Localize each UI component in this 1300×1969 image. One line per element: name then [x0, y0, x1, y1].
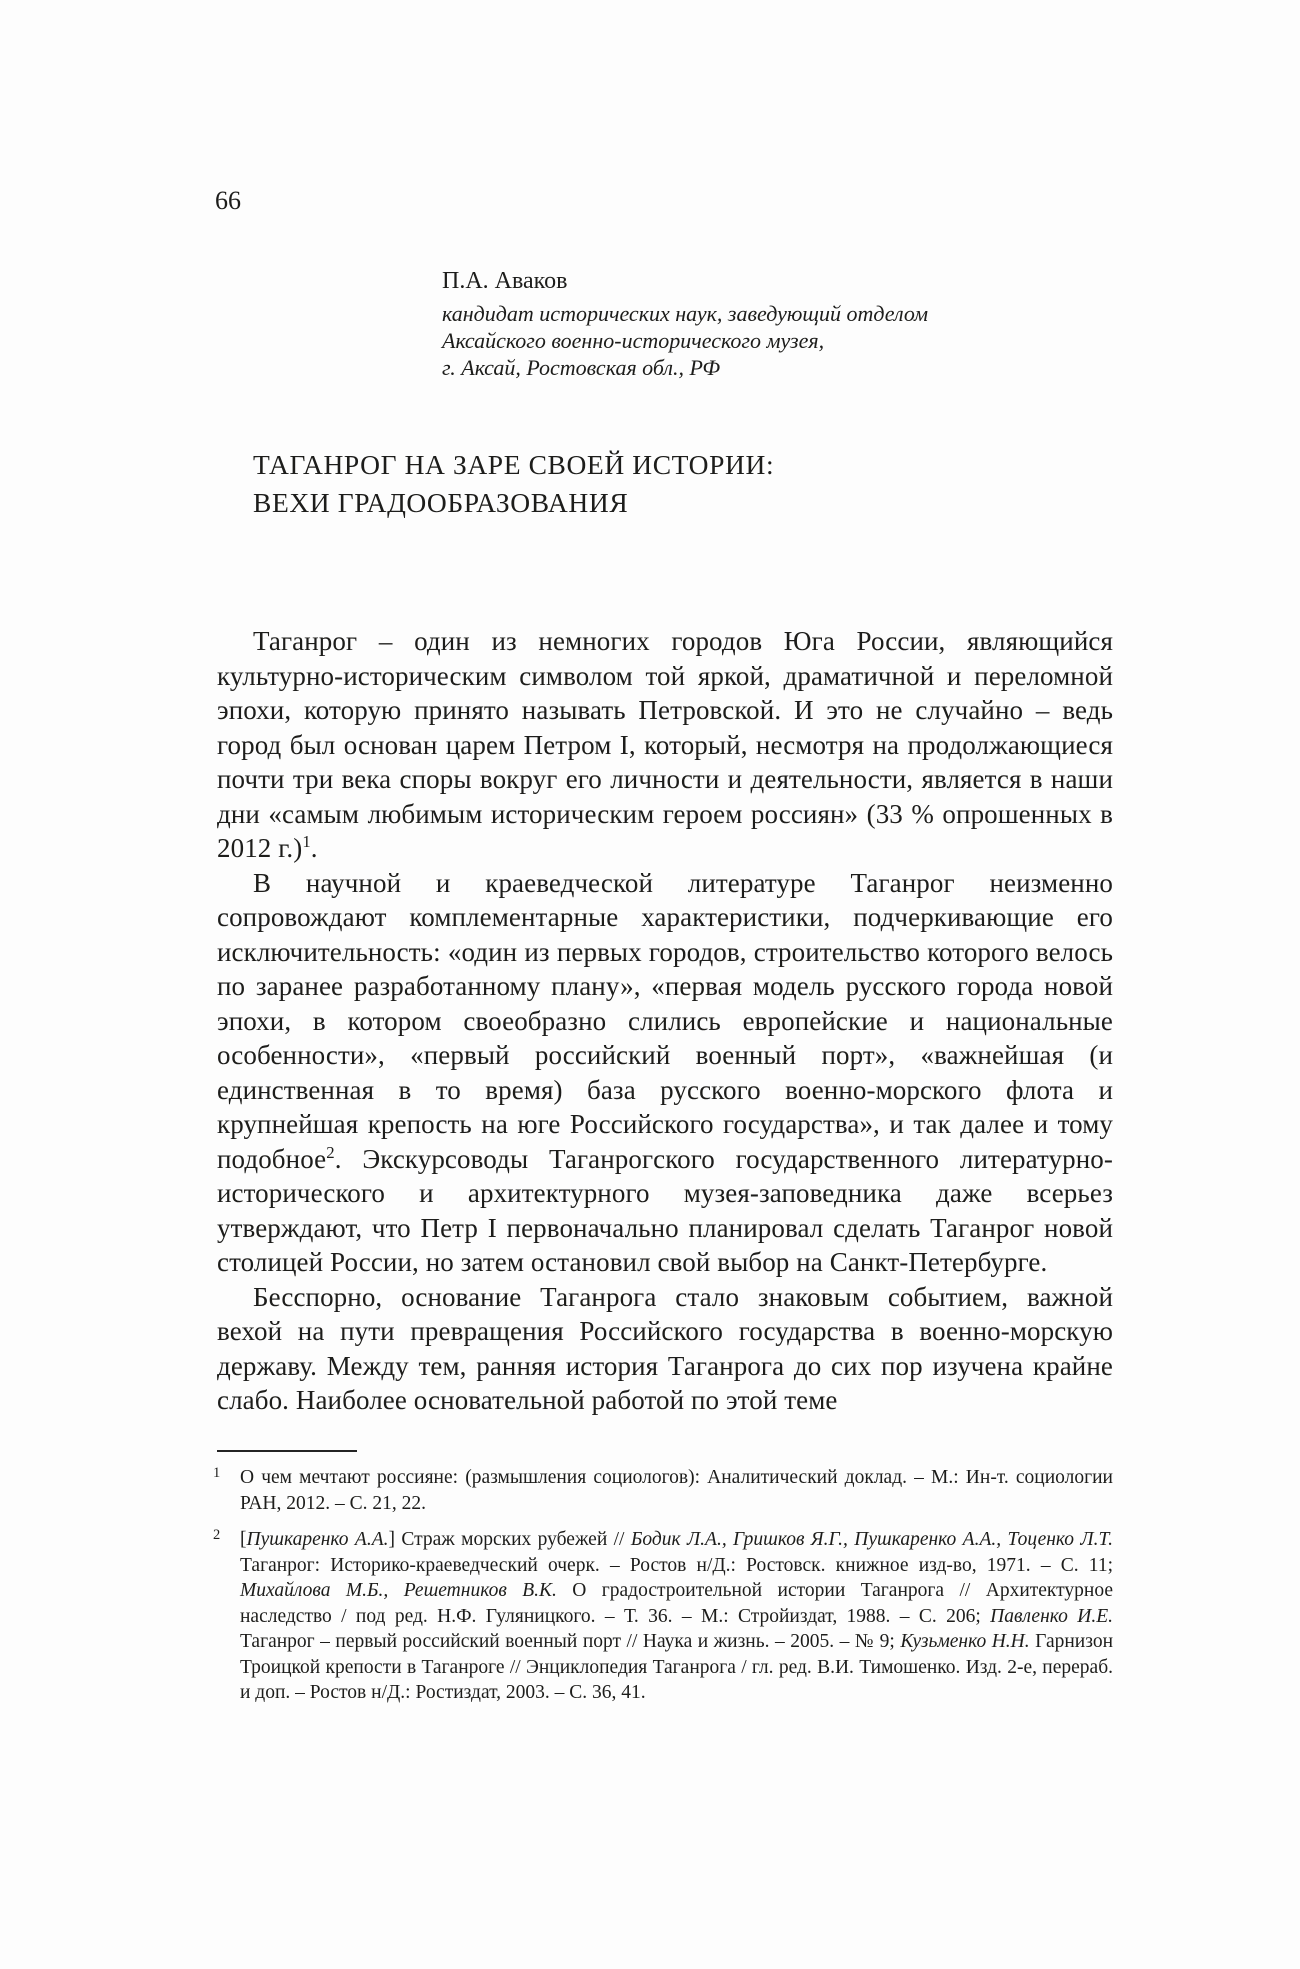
footnote-2-authors-5: Михайлова М.Б., Решетников В.К.: [240, 1580, 557, 1601]
paragraph-1-text: Таганрог – один из немногих городов Юга России, являющийся культурно-историческим символом той яркой, драматичной и переломной эпохи, которую принято называть Петровской. И это не случайно – ведь город был основан царем Петром I, который, несмотря на продолжающиеся почти три века споры вокруг его личности и деятельности, является в наши дни «самым любимым историческим героем россиян» (33 % опрошенных в 2012 г.): [217, 626, 1113, 863]
footnote-ref-1: 1: [302, 832, 311, 851]
footnote-1-marker: 1: [213, 1465, 221, 1481]
paragraph-3-text: Бесспорно, основание Таганрога стало знаковым событием, важной вехой на пути превращения Российского государства в военно-морскую державу. Между тем, ранняя история Таганрога до сих пор изучена крайне слабо. Наиболее основательной работой по этой теме: [217, 1281, 1113, 1415]
paragraph-3: [217, 1280, 1113, 1418]
footnote-1-text: О чем мечтают россияне: (размышления социологов): Аналитический доклад. – М.: Ин-т. социологии РАН, 2012. – С. 21, 22.: [240, 1467, 1113, 1514]
footnote-ref-2: 2: [326, 1142, 335, 1162]
paragraph-1: [217, 624, 1113, 866]
paragraph-1-text-end: .: [310, 833, 318, 863]
footnote-2-text-0: [: [240, 1529, 247, 1550]
article-title: [253, 446, 1073, 522]
title-line-2: ВЕХИ ГРАДООБРАЗОВАНИЯ: [253, 487, 629, 518]
footnote-2-text-6: О градостроительной истории Таганрога // Архитектурное наследство / под ред. Н.Ф. Гуляницкого. – Т. 36. – М.: Стройиздат, 1988. – С. 206;: [240, 1580, 1113, 1627]
author-name: П.А. Аваков: [442, 268, 568, 294]
footnote-2-authors-3: Бодик Л.А., Гришков Я.Г., Пушкаренко А.А., Тоценко Л.Т.: [630, 1529, 1114, 1550]
title-line-1: ТАГАНРОГ НА ЗАРЕ СВОЕЙ ИСТОРИИ:: [253, 449, 775, 480]
footnote-2-marker: 2: [213, 1527, 221, 1543]
author-affiliation-line-3: г. Аксай, Ростовская обл., РФ: [442, 355, 721, 380]
footnotes-section: [213, 1450, 1114, 1717]
paragraph-2-text-end: . Экскурсоводы Таганрогского государственного литературно-исторического и архитектурного музея-заповедника даже всерьез утверждают, что Петр I первоначально планировал сделать Таганрог новой столицей России, но затем остановил свой выбор на Санкт-Петербурге.: [217, 1143, 1113, 1277]
footnote-2-text-10: Гарнизон Троицкой крепости в Таганроге // Энциклопедия Таганрога / гл. ред. В.И. Тимошенко. Изд. 2-е, перераб. и доп. – Ростов н/Д.: Ростиздат, 2003. – С. 36, 41.: [240, 1631, 1114, 1703]
footnote-2-text-8: Таганрог – первый российский военный порт // Наука и жизнь. – 2005. – № 9;: [240, 1631, 901, 1652]
author-affiliation-line-1: кандидат исторических наук, заведующий отделом: [442, 301, 929, 326]
author-block: [442, 268, 1002, 381]
author-affiliation-line-2: Аксайского военно-исторического музея,: [442, 328, 825, 353]
paragraph-2-text: В научной и краеведческой литературе Таганрог неизменно сопровождают комплементарные характеристики, подчеркивающие его исключительность: «один из первых городов, строительство которого велось по заранее разработанному плану», «первая модель русского города новой эпохи, в котором своеобразно слились европейские и национальные особенности», «первый российский военный порт», «важнейшая (и единственная в то время) база русского военно-морского флота и крупнейшая крепость на юге Российского государства», и так далее и тому подобное: [217, 867, 1113, 1174]
page-number: 66: [215, 186, 241, 215]
paragraph-2: [217, 866, 1113, 1280]
footnote-2-text-2: ] Страж морских рубежей //: [388, 1529, 631, 1550]
footnote-2-authors-9: Кузьменко Н.Н.: [900, 1631, 1030, 1652]
footnote-separator: [217, 1450, 357, 1452]
footnote-2-authors-1: Пушкаренко А.А.: [246, 1529, 389, 1550]
article-body: [217, 624, 1113, 1418]
footnote-2: [213, 1527, 1114, 1706]
footnote-1: [213, 1465, 1113, 1516]
footnote-2-text-4: Таганрог: Историко-краеведческий очерк. – Ростов н/Д.: Ростовск. книжное изд-во, 1971. – С. 11;: [240, 1554, 1113, 1576]
footnote-2-authors-7: Павленко И.Е.: [990, 1605, 1113, 1627]
